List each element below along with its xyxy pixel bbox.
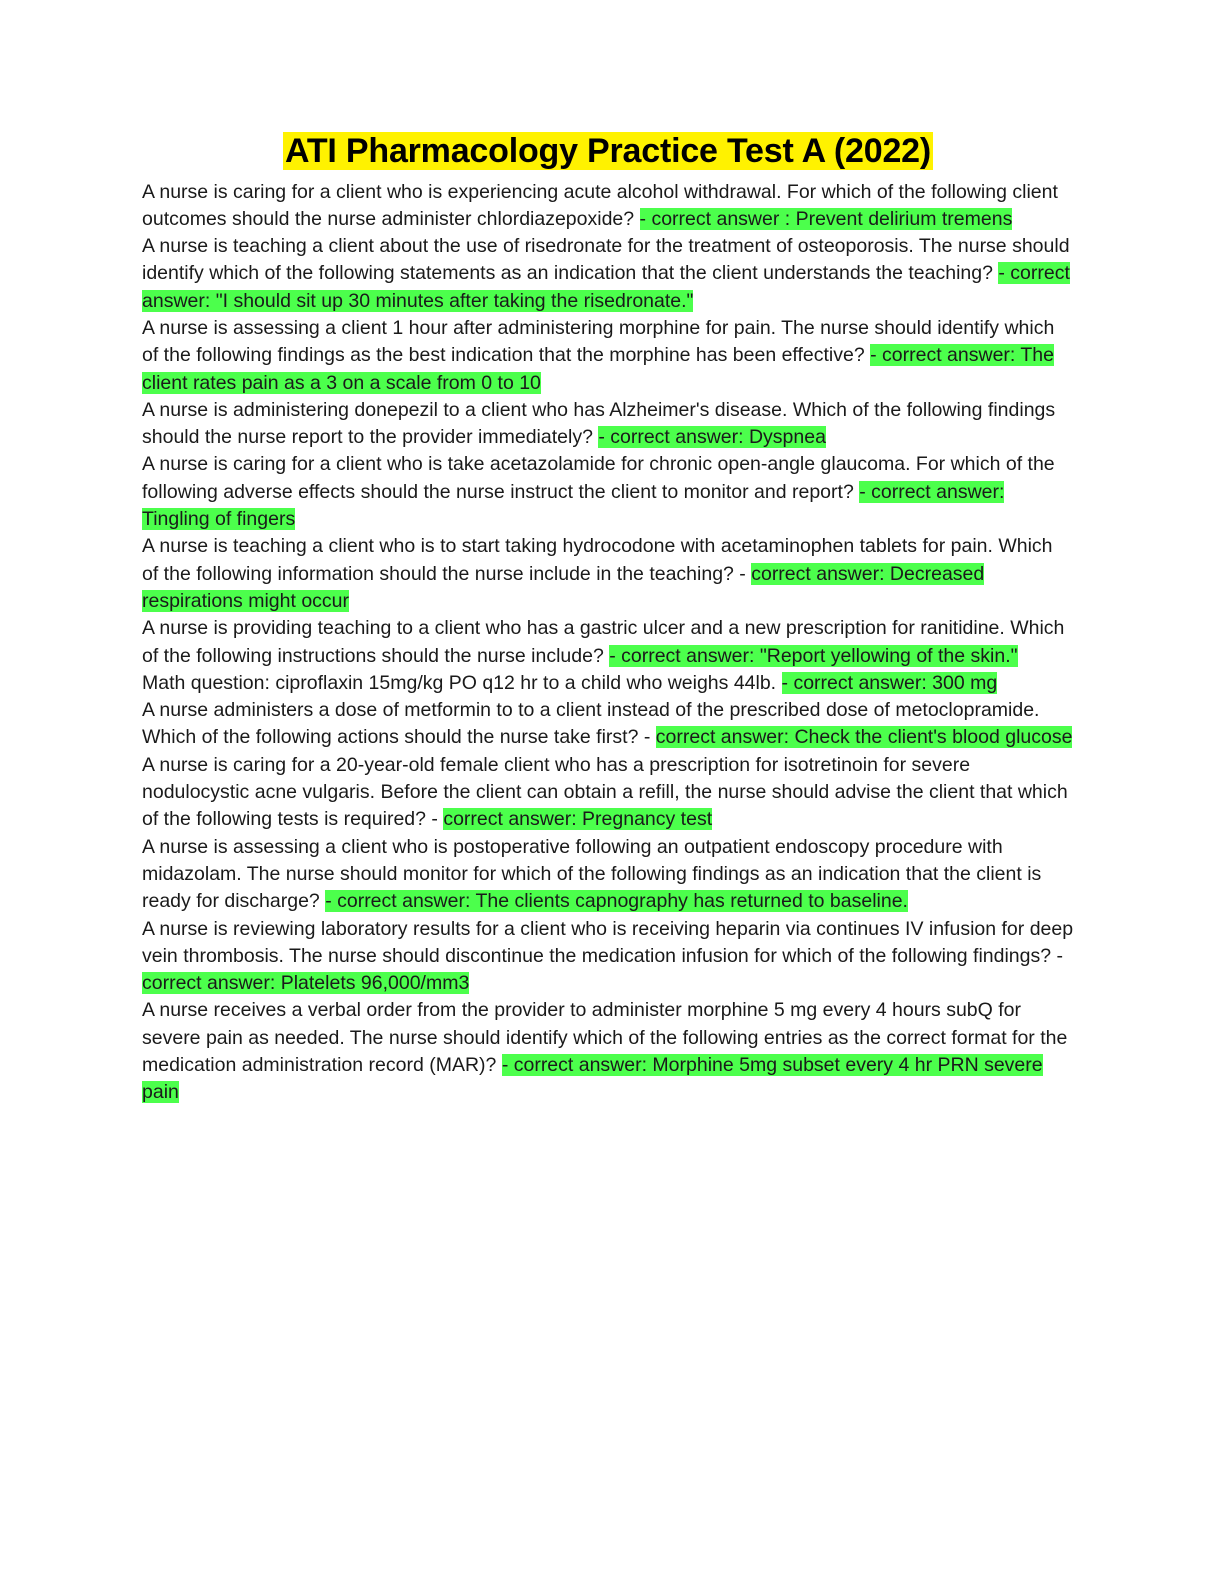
qa-item: [142, 834, 1074, 916]
qa-item: [142, 451, 1074, 533]
qa-question: A nurse is teaching a client about the use of risedronate for the treatment of osteoporosis. The nurse should identify which of the following statements as an indication that the client understands the teaching?: [142, 235, 1070, 285]
qa-question: A nurse is caring for a client who is experiencing acute alcohol withdrawal. For which of the following client outcomes should the nurse administer chlordiazepoxide?: [142, 180, 1058, 230]
qa-list: [142, 179, 1074, 1107]
page-title-text: ATI Pharmacology Practice Test A (2022): [285, 132, 931, 170]
qa-answer: - correct answer: The clients capnography has returned to baseline.: [325, 890, 908, 913]
qa-answer: - correct answer: The client rates pain as a 3 on a scale from 0 to 10: [142, 344, 1054, 394]
qa-item: [142, 233, 1074, 315]
qa-question: A nurse administers a dose of metformin to to a client instead of the prescribed dose of metoclopramide. Which of the following actions should the nurse take first? -: [142, 699, 1040, 749]
qa-answer: correct answer: Check the client's blood glucose: [655, 726, 1073, 749]
qa-item: [142, 397, 1074, 452]
qa-item: [142, 697, 1074, 752]
qa-answer: - correct answer: Morphine 5mg subset every 4 hr PRN severe pain: [142, 1054, 1043, 1104]
qa-content: [142, 179, 1074, 1107]
qa-question: Math question: ciproflaxin 15mg/kg PO q12 hr to a child who weighs 44lb.: [142, 671, 782, 694]
qa-answer: - correct answer: Dyspnea: [598, 426, 826, 449]
qa-answer: - correct answer: "Report yellowing of the skin.": [609, 644, 1018, 667]
qa-question: A nurse is administering donepezil to a client who has Alzheimer's disease. Which of the following findings should the nurse report to the provider immediately?: [142, 398, 1056, 449]
qa-question: A nurse is caring for a client who is take acetazolamide for chronic open-angle glaucoma. For which of the following adverse effects should the nurse instruct the client to monitor and report?: [142, 453, 1055, 503]
page-title: [142, 130, 1074, 173]
qa-question: A nurse is teaching a client who is to start taking hydrocodone with acetaminophen tablets for pain. Which of the following information should the nurse include in the teaching? -: [142, 535, 1053, 585]
qa-question: A nurse is assessing a client 1 hour after administering morphine for pain. The nurse should identify which of the following findings as the best indication that the morphine has been effective?: [142, 316, 1055, 367]
qa-answer: - correct answer : Prevent delirium tremens: [639, 207, 1013, 230]
qa-item: [142, 315, 1074, 397]
qa-item: [142, 670, 1074, 697]
qa-item: [142, 615, 1074, 670]
qa-answer: - correct answer: "I should sit up 30 minutes after taking the risedronate.": [142, 262, 1070, 312]
qa-question: A nurse is reviewing laboratory results for a client who is receiving heparin via continues IV infusion for deep vein thrombosis. The nurse should discontinue the medication infusion for which of the following findings? -: [142, 917, 1074, 967]
qa-item: [142, 179, 1074, 234]
qa-answer: - correct answer: 300 mg: [781, 671, 998, 694]
qa-answer: correct answer: Platelets 96,000/mm3: [142, 972, 470, 995]
qa-answer: - correct answer: Tingling of fingers: [142, 480, 1005, 531]
qa-answer: correct answer: Decreased respirations might occur: [142, 562, 985, 612]
qa-question: A nurse receives a verbal order from the provider to administer morphine 5 mg every 4 hours subQ for severe pain as needed. The nurse should identify which of the following entries as the correct format for the medication administration record (MAR)?: [142, 999, 1068, 1076]
qa-item: [142, 752, 1074, 834]
qa-answer: correct answer: Pregnancy test: [443, 808, 713, 831]
qa-item: [142, 916, 1074, 998]
qa-item: [142, 533, 1074, 615]
qa-item: [142, 997, 1074, 1106]
qa-question: A nurse is assessing a client who is postoperative following an outpatient endoscopy procedure with midazolam. The nurse should monitor for which of the following findings as an indication that the client is ready for discharge?: [142, 835, 1042, 913]
qa-question: A nurse is caring for a 20-year-old female client who has a prescription for isotretinoin for severe nodulocystic acne vulgaris. Before the client can obtain a refill, the nurse should advise the client that which of the following tests is required? -: [142, 753, 1068, 831]
qa-question: A nurse is providing teaching to a client who has a gastric ulcer and a new prescription for ranitidine. Which of the following instructions should the nurse include?: [142, 617, 1065, 667]
